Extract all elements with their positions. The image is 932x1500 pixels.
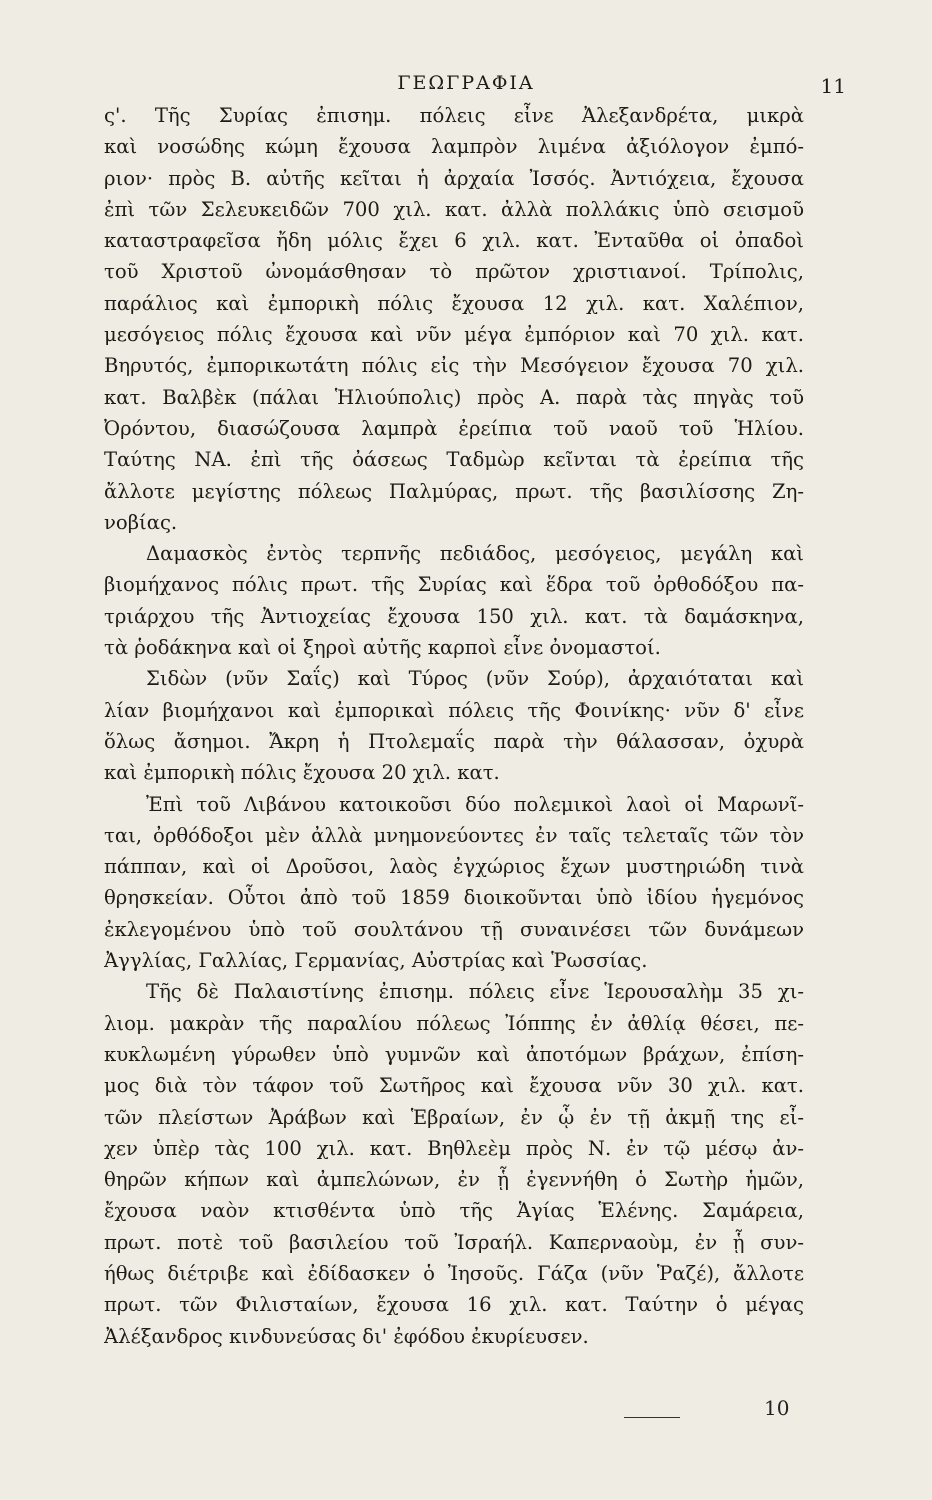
text-line: καὶ ἐμπορικὴ πόλις ἔχουσα 20 χιλ. κατ. bbox=[104, 761, 500, 785]
text-line: Ἀγγλίας, Γαλλίας, Γερμανίας, Αὐστρίας καὶ Ῥωσσίας. bbox=[104, 949, 648, 973]
page-title: ΓΕΩΓΡΑΦΙΑ bbox=[397, 72, 535, 94]
body-text bbox=[104, 100, 804, 1352]
text-line: πάππαν, καὶ οἱ Δροῦσοι, λαὸς ἐγχώριος ἔχων μυστηριώδη τινὰ bbox=[104, 855, 804, 879]
text-line: κατ. Βαλβὲκ (πάλαι Ἡλιούπολις) πρὸς Α. παρὰ τὰς πηγὰς τοῦ bbox=[104, 385, 804, 409]
text-line: Σιδὼν (νῦν Σαΐς) καὶ Τύρος (νῦν Σούρ), ἀρχαιόταται καὶ bbox=[146, 667, 804, 691]
text-line: μεσόγειος πόλις ἔχουσα καὶ νῦν μέγα ἐμπόριον καὶ 70 χιλ. κατ. bbox=[104, 323, 804, 347]
text-line: πρωτ. ποτὲ τοῦ βασιλείου τοῦ Ἰσραήλ. Καπερναοὺμ, ἐν ᾗ συν- bbox=[104, 1230, 804, 1254]
text-line: πρωτ. τῶν Φιλισταίων, ἔχουσα 16 χιλ. κατ. Ταύτην ὁ μέγας bbox=[104, 1293, 804, 1317]
text-line: θηρῶν κήπων καὶ ἀμπελώνων, ἐν ᾗ ἐγεννήθη ὁ Σωτὴρ ἡμῶν, bbox=[104, 1168, 804, 1192]
text-line: τὰ ῥοδάκηνα καὶ οἱ ξηροὶ αὐτῆς καρποὶ εἶνε ὀνομαστοί. bbox=[104, 636, 661, 660]
text-line: λιομ. μακρὰν τῆς παραλίου πόλεως Ἰόππης ἐν ἀθλίᾳ θέσει, πε- bbox=[104, 1011, 804, 1035]
text-line: νοβίας. bbox=[104, 510, 178, 534]
text-line: ται, ὀρθόδοξοι μὲν ἀλλὰ μνημονεύοντες ἐν ταῖς τελεταῖς τῶν τὸν bbox=[104, 823, 804, 847]
text-line: μος διὰ τὸν τάφον τοῦ Σωτῆρος καὶ ἔχουσα νῦν 30 χιλ. κατ. bbox=[104, 1074, 804, 1098]
text-line: λίαν βιομήχανοι καὶ ἐμπορικαὶ πόλεις τῆς Φοινίκης· νῦν δ' εἶνε bbox=[104, 698, 804, 722]
text-line: Ὀρόντου, διασώζουσα λαμπρὰ ἐρείπια τοῦ ναοῦ τοῦ Ἡλίου. bbox=[104, 416, 804, 440]
text-line: τοῦ Χριστοῦ ὠνομάσθησαν τὸ πρῶτον χριστιανοί. Τρίπολις, bbox=[104, 260, 804, 284]
page-number: 11 bbox=[820, 74, 846, 98]
text-line: τριάρχου τῆς Ἀντιοχείας ἔχουσα 150 χιλ. κατ. τὰ δαμάσκηνα, bbox=[104, 604, 804, 628]
text-line: καὶ νοσώδης κώμη ἔχουσα λαμπρὸν λιμένα ἀξιόλογον ἐμπό- bbox=[104, 135, 804, 159]
text-line: Τῆς δὲ Παλαιστίνης ἐπισημ. πόλεις εἶνε Ἱερουσαλὴμ 35 χι- bbox=[146, 980, 804, 1004]
text-line: βιομήχανος πόλις πρωτ. τῆς Συρίας καὶ ἕδρα τοῦ ὀρθοδόξου πα- bbox=[104, 573, 804, 597]
text-line: τῶν πλείστων Ἀράβων καὶ Ἑβραίων, ἐν ᾧ ἐν τῇ ἀκμῇ της εἶ- bbox=[104, 1105, 804, 1129]
text-line: θρησκείαν. Οὗτοι ἀπὸ τοῦ 1859 διοικοῦνται ὑπὸ ἰδίου ἡγεμόνος bbox=[104, 886, 804, 910]
text-line: Βηρυτός, ἐμπορικωτάτη πόλις εἰς τὴν Μεσόγειον ἔχουσα 70 χιλ. bbox=[104, 354, 804, 378]
text-line: ἐπὶ τῶν Σελευκειδῶν 700 χιλ. κατ. ἀλλὰ πολλάκις ὑπὸ σεισμοῦ bbox=[104, 197, 804, 221]
text-line: ριον· πρὸς Β. αὐτῆς κεῖται ἡ ἀρχαία Ἰσσός. Ἀντιόχεια, ἔχουσα bbox=[104, 166, 804, 190]
signature-mark: 10 bbox=[764, 1396, 790, 1420]
text-line: ήθως διέτριβε καὶ ἐδίδασκεν ὁ Ἰησοῦς. Γάζα (νῦν Ῥαζέ), ἄλλοτε bbox=[104, 1261, 804, 1285]
text-line: χεν ὑπὲρ τὰς 100 χιλ. κατ. Βηθλεὲμ πρὸς Ν. ἐν τῷ μέσῳ ἀν- bbox=[104, 1136, 804, 1160]
text-line: ἄλλοτε μεγίστης πόλεως Παλμύρας, πρωτ. τῆς βασιλίσσης Ζη- bbox=[104, 479, 804, 503]
text-line: Ἐπὶ τοῦ Λιβάνου κατοικοῦσι δύο πολεμικοὶ λαοὶ οἱ Μαρωνῖ- bbox=[146, 792, 804, 816]
text-line: καταστραφεῖσα ἤδη μόλις ἔχει 6 χιλ. κατ. Ἐνταῦθα οἱ ὀπαδοὶ bbox=[104, 229, 804, 253]
text-line: Δαμασκὸς ἐντὸς τερπνῆς πεδιάδος, μεσόγειος, μεγάλη καὶ bbox=[146, 542, 804, 566]
text-line: Ἀλέξανδρος κινδυνεύσας δι' ἐφόδου ἐκυρίευσεν. bbox=[104, 1324, 589, 1348]
text-line: ἐκλεγομένου ὑπὸ τοῦ σουλτάνου τῇ συναινέσει τῶν δυνάμεων bbox=[104, 917, 804, 941]
text-line: ς'. Τῆς Συρίας ἐπισημ. πόλεις εἶνε Ἀλεξανδρέτα, μικρὰ bbox=[104, 104, 804, 127]
text-line: Ταύτης ΝΑ. ἐπὶ τῆς ὀάσεως Ταδμὼρ κεῖνται τὰ ἐρείπια τῆς bbox=[104, 448, 804, 472]
text-line: ἔχουσα ναὸν κτισθέντα ὑπὸ τῆς Ἁγίας Ἑλένης. Σαμάρεια, bbox=[104, 1199, 804, 1223]
text-line: ὅλως ἄσημοι. Ἄκρη ἡ Πτολεμαΐς παρὰ τὴν θάλασσαν, ὀχυρὰ bbox=[104, 729, 804, 753]
text-line: παράλιος καὶ ἐμπορικὴ πόλις ἔχουσα 12 χιλ. κατ. Χαλέπιον, bbox=[104, 291, 804, 315]
text-line: κυκλωμένη γύρωθεν ὑπὸ γυμνῶν καὶ ἀποτόμων βράχων, ἐπίση- bbox=[104, 1042, 804, 1066]
running-head bbox=[0, 72, 932, 102]
